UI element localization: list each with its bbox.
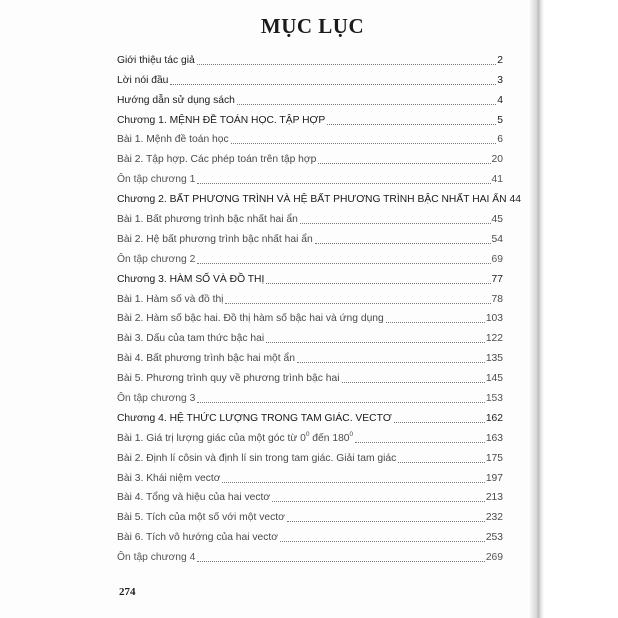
- toc-lesson[interactable]: [117, 206, 503, 226]
- toc-entry-page: 41: [491, 174, 503, 186]
- toc-entry-page: 103: [485, 313, 503, 325]
- toc-entry-page: 269: [485, 552, 503, 564]
- toc-lesson[interactable]: [117, 365, 503, 385]
- toc-entry-label: [117, 430, 355, 445]
- toc-entry-page: 44: [509, 194, 522, 206]
- toc-entry-label: Bài 2. Định lí côsin và định lí sin trong tam giác. Giải tam giác: [117, 452, 397, 464]
- toc-review[interactable]: [117, 246, 503, 266]
- toc-chapter[interactable]: [117, 107, 503, 127]
- toc-entry-page: 122: [485, 333, 503, 345]
- toc-lesson[interactable]: [117, 325, 503, 345]
- toc-lesson[interactable]: [117, 286, 503, 306]
- dot-leader: [398, 461, 485, 463]
- dot-leader: [287, 520, 485, 522]
- toc-lesson[interactable]: [117, 524, 503, 544]
- toc-entry-page: 5: [497, 114, 503, 126]
- toc-entry-label: Chương 2. BẤT PHƯƠNG TRÌNH VÀ HỆ BẤT PHƯƠNG TRÌNH BẬC NHẤT HAI ẨN: [117, 194, 507, 206]
- dot-leader: [342, 381, 485, 383]
- toc-entry-label: Bài 1. Bất phương trình bậc nhất hai ẩn: [117, 214, 298, 226]
- dot-leader: [272, 500, 485, 502]
- toc-entry-label: Bài 3. Dấu của tam thức bậc hai: [117, 333, 265, 345]
- toc-entry-label: Bài 3. Khái niệm vectơ: [117, 472, 221, 484]
- toc-entry-label: Ôn tập chương 1: [117, 174, 196, 186]
- toc-entry-label: Ôn tập chương 4: [117, 552, 196, 564]
- label-part: Bài 1. Giá trị lượng giác của một góc từ 0: [117, 432, 306, 444]
- degree-superscript: 0: [349, 430, 354, 438]
- toc-entry-page: 153: [485, 393, 503, 405]
- toc-entry-label: Bài 5. Phương trình quy về phương trình bậc hai: [117, 373, 340, 385]
- toc-entry-label: Bài 6. Tích vô hướng của hai vectơ: [117, 532, 279, 544]
- toc-entry-label: Bài 1. Hàm số và đồ thị: [117, 293, 224, 305]
- toc-entry-page: 54: [491, 233, 503, 245]
- dot-leader: [318, 162, 490, 164]
- toc-chapter[interactable]: [117, 266, 503, 286]
- toc-entry-page: 69: [491, 253, 503, 265]
- dot-leader: [225, 302, 490, 304]
- toc-entry-label: Bài 5. Tích của một số với một vectơ: [117, 512, 285, 524]
- dot-leader: [170, 83, 496, 85]
- degree-superscript: 0: [305, 430, 310, 438]
- toc-lesson[interactable]: [117, 425, 503, 445]
- toc-entry-page: 78: [491, 293, 503, 305]
- dot-leader: [197, 182, 490, 184]
- dot-leader: [231, 142, 497, 144]
- toc-entry-page: 135: [485, 353, 503, 365]
- toc-entry-label: Ôn tập chương 2: [117, 253, 196, 265]
- toc-entry-page: 163: [485, 432, 503, 444]
- dot-leader: [197, 262, 490, 264]
- dot-leader: [280, 540, 485, 542]
- dot-leader: [315, 242, 491, 244]
- toc-entry-label: Chương 3. HÀM SỐ VÀ ĐỒ THỊ: [117, 273, 265, 285]
- label-part: đến 180: [309, 432, 350, 444]
- toc-entry-label: Chương 4. HỆ THỨC LƯỢNG TRONG TAM GIÁC. VECTƠ: [117, 412, 392, 424]
- toc-entry-page: 213: [485, 492, 503, 504]
- toc-entry-label: Bài 2. Tập hợp. Các phép toán trên tập hợp: [117, 154, 317, 166]
- page-spine-shadow: [530, 0, 544, 618]
- toc-entry-page: 4: [497, 94, 503, 106]
- dot-leader: [300, 222, 491, 224]
- toc-chapter[interactable]: [117, 405, 503, 425]
- toc-entry-page: 20: [491, 154, 503, 166]
- dot-leader: [266, 282, 490, 284]
- toc-entry-page: 45: [491, 214, 503, 226]
- toc-entry[interactable]: [117, 67, 503, 87]
- toc-review[interactable]: [117, 166, 503, 186]
- toc-entry-page: 145: [485, 373, 503, 385]
- toc-entry-page: 197: [485, 472, 503, 484]
- dot-leader: [394, 421, 485, 423]
- dot-leader: [386, 321, 485, 323]
- dot-leader: [197, 63, 497, 65]
- dot-leader: [355, 441, 485, 443]
- toc-entry-page: 253: [485, 532, 503, 544]
- toc-lesson[interactable]: [117, 445, 503, 465]
- dot-leader: [237, 103, 496, 105]
- dot-leader: [197, 560, 484, 562]
- toc-entry-page: 2: [497, 54, 503, 66]
- toc-entry-page: 3: [497, 74, 503, 86]
- toc-entry-page: 162: [485, 412, 503, 424]
- toc-lesson[interactable]: [117, 306, 503, 326]
- toc-entry-label: Bài 2. Hệ bất phương trình bậc nhất hai ẩn: [117, 233, 313, 245]
- toc-entry-label: Bài 4. Bất phương trình bậc hai một ẩn: [117, 353, 295, 365]
- toc-lesson[interactable]: [117, 504, 503, 524]
- dot-leader: [222, 481, 484, 483]
- dot-leader: [297, 361, 485, 363]
- toc-review[interactable]: [117, 544, 503, 564]
- page-number: 274: [119, 586, 136, 598]
- toc-lesson[interactable]: [117, 465, 503, 485]
- toc-entry[interactable]: [117, 47, 503, 67]
- toc-lesson[interactable]: [117, 226, 503, 246]
- toc-lesson[interactable]: [117, 127, 503, 147]
- toc-entry-label: Bài 2. Hàm số bậc hai. Đồ thị hàm số bậc hai và ứng dụng: [117, 313, 384, 325]
- toc-entry-label: Bài 1. Mệnh đề toán học: [117, 134, 229, 146]
- toc-entry-label: Lời nói đầu: [117, 74, 169, 86]
- toc-entry-page: 232: [485, 512, 503, 524]
- toc-chapter[interactable]: [117, 186, 522, 206]
- dot-leader: [327, 123, 496, 125]
- table-of-contents: [117, 47, 522, 564]
- toc-entry-label: Hướng dẫn sử dụng sách: [117, 94, 235, 106]
- toc-lesson[interactable]: [117, 485, 503, 505]
- dot-leader: [266, 341, 485, 343]
- toc-review[interactable]: [117, 385, 503, 405]
- background: [544, 0, 618, 618]
- toc-entry[interactable]: [117, 87, 503, 107]
- page-title: MỤC LỤC: [260, 14, 365, 38]
- toc-entry-label: Giới thiệu tác giả: [117, 54, 195, 66]
- toc-entry-page: 6: [497, 134, 503, 146]
- toc-lesson[interactable]: [117, 146, 503, 166]
- toc-entry-page: 175: [485, 452, 503, 464]
- toc-entry-page: 77: [491, 273, 503, 285]
- dot-leader: [197, 401, 484, 403]
- toc-entry-label: Chương 1. MỆNH ĐỀ TOÁN HỌC. TẬP HỢP: [117, 114, 326, 126]
- toc-entry-label: Ôn tập chương 3: [117, 393, 196, 405]
- toc-lesson[interactable]: [117, 345, 503, 365]
- toc-entry-label: Bài 4. Tổng và hiệu của hai vectơ: [117, 492, 271, 504]
